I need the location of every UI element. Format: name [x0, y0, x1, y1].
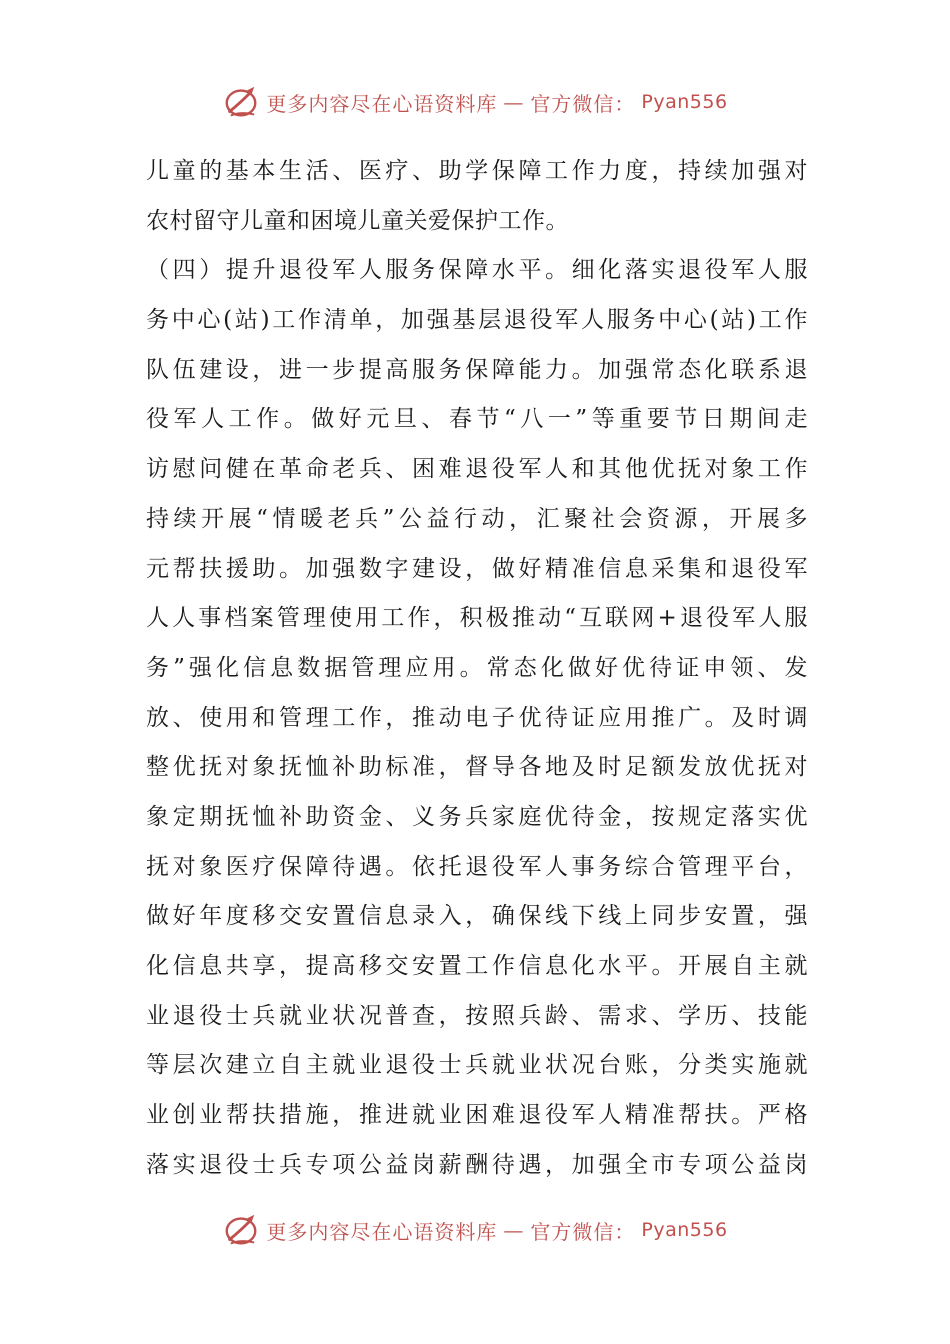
document-body: [146, 147, 808, 1190]
pen-swoosh-logo-icon: [222, 83, 260, 121]
text-line: 务中心(站)工作清单，加强基层退役军人服务中心(站)工作: [146, 307, 808, 334]
header-banner: [0, 78, 950, 126]
text-line: 持续开展“情暖老兵”公益行动，汇聚社会资源，开展多: [146, 505, 808, 532]
text-line: （四）提升退役军人服务保障水平。细化落实退役军人服: [146, 257, 808, 284]
text-line: 儿童的基本生活、医疗、助学保障工作力度，持续加强对: [146, 158, 808, 184]
text-line: 等层次建立自主就业退役士兵就业状况台账，分类实施就: [146, 1052, 808, 1079]
banner-official-label: 官方微信：: [530, 91, 636, 116]
text-line: 整优抚对象抚恤补助标准，督导各地及时足额发放优抚对: [146, 754, 808, 781]
banner-wechat-id: Pyan556: [641, 1219, 728, 1241]
banner-site-text: 更多内容尽在心语资料库: [266, 91, 498, 116]
text-line: 役军人工作。做好元旦、春节“八一”等重要节日期间走: [146, 406, 808, 433]
text-line: 象定期抚恤补助资金、义务兵家庭优待金，按规定落实优: [146, 803, 808, 830]
text-line: 落实退役士兵专项公益岗薪酬待遇，加强全市专项公益岗: [146, 1151, 808, 1178]
banner-official-label: 官方微信：: [530, 1219, 636, 1244]
pen-swoosh-logo-icon: [222, 1211, 260, 1249]
text-line: 做好年度移交安置信息录入，确保线下线上同步安置，强: [146, 903, 808, 930]
banner-separator: —: [503, 1218, 525, 1242]
text-line: 访慰问健在革命老兵、困难退役军人和其他优抚对象工作: [146, 456, 808, 483]
text-line: 务”强化信息数据管理应用。常态化做好优待证申领、发: [146, 654, 808, 681]
text-line: 业退役士兵就业状况普查，按照兵龄、需求、学历、技能: [146, 1002, 808, 1029]
text-line: 业创业帮扶措施，推进就业困难退役军人精准帮扶。严格: [146, 1102, 808, 1129]
text-line: 队伍建设，进一步提高服务保障能力。加强常态化联系退: [146, 356, 808, 383]
text-line: 人人事档案管理使用工作，积极推动“互联网+退役军人服: [146, 605, 808, 632]
banner-wechat-id: Pyan556: [641, 91, 728, 113]
text-line: 抚对象医疗保障待遇。依托退役军人事务综合管理平台，: [146, 853, 808, 880]
banner-site-text: 更多内容尽在心语资料库: [266, 1219, 498, 1244]
footer-banner: [0, 1206, 950, 1254]
banner-separator: —: [503, 90, 525, 114]
text-line: 元帮扶援助。加强数字建设，做好精准信息采集和退役军: [146, 555, 808, 582]
text-line: 农村留守儿童和困境儿童关爱保护工作。: [146, 207, 569, 234]
text-line: 化信息共享，提高移交安置工作信息化水平。开展自主就: [146, 953, 808, 979]
text-line: 放、使用和管理工作，推动电子优待证应用推广。及时调: [146, 704, 808, 731]
